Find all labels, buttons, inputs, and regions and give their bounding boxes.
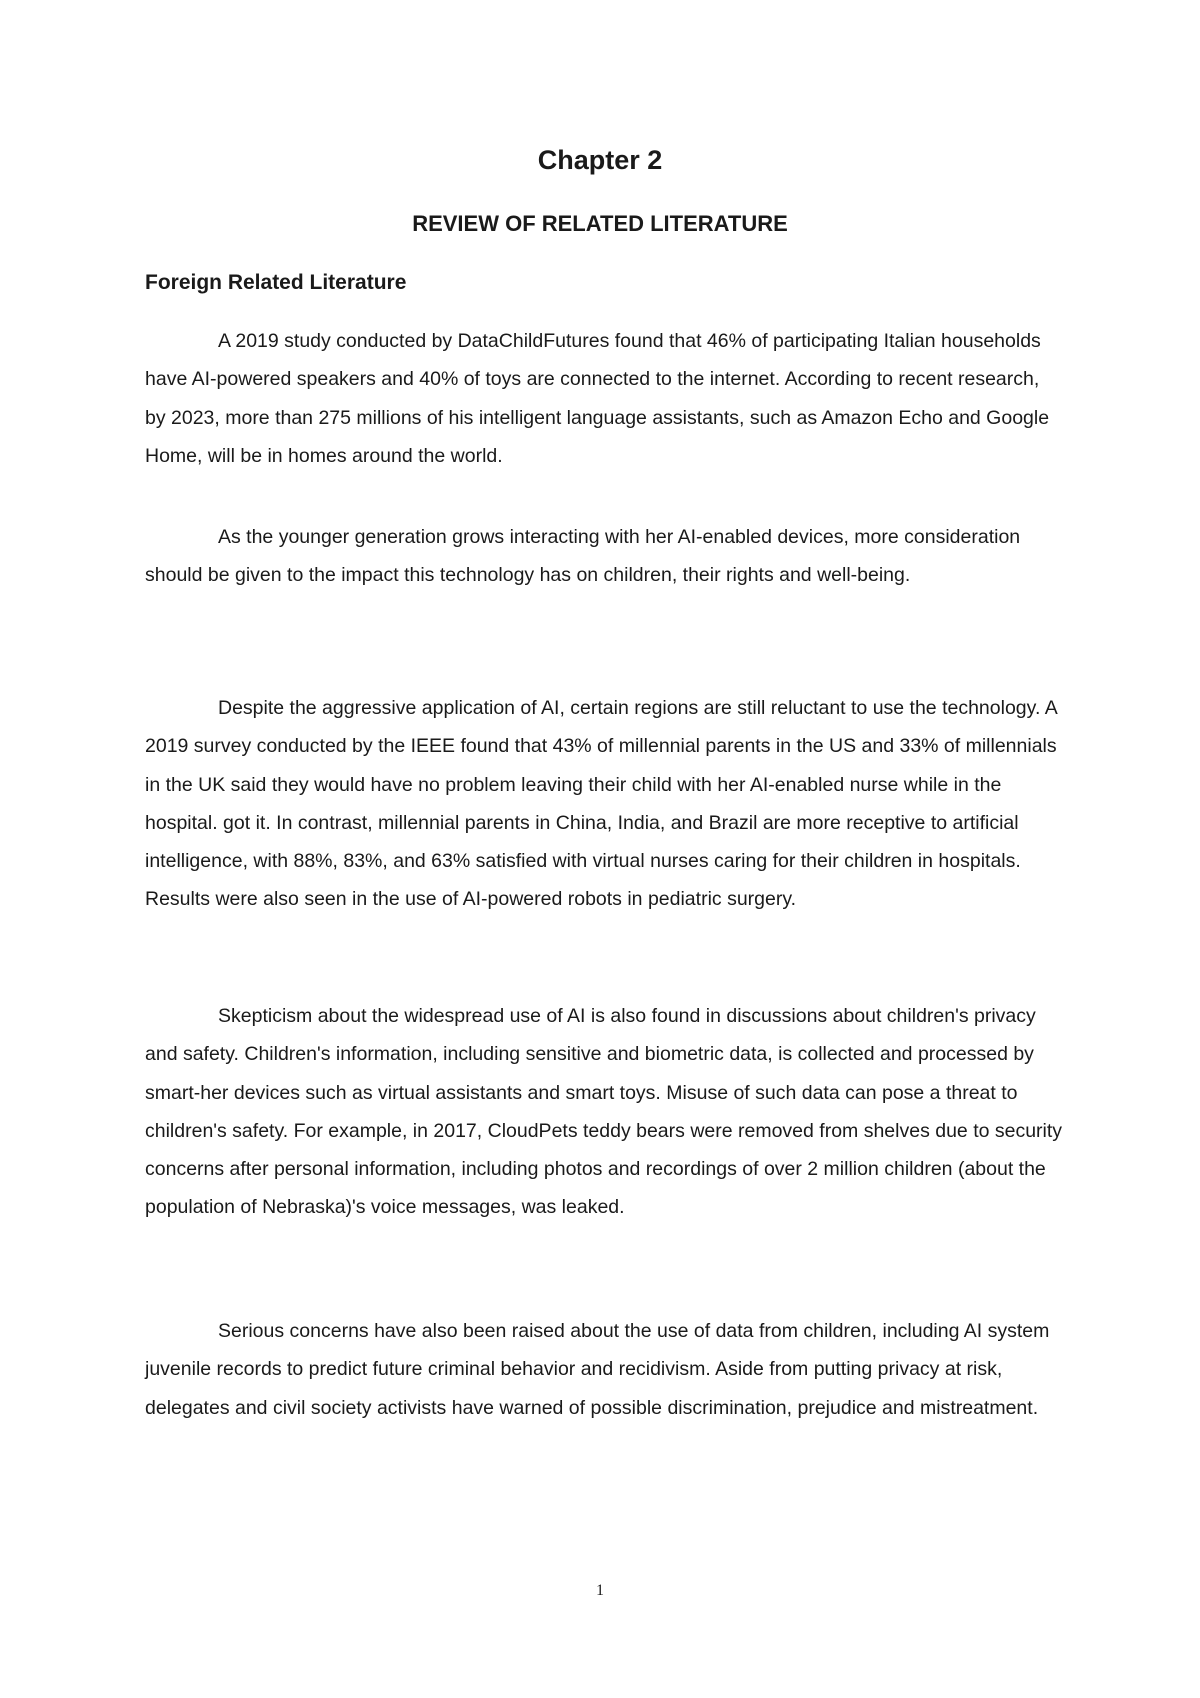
- chapter-title: Chapter 2: [537, 145, 663, 175]
- section-title: REVIEW OF RELATED LITERATURE: [412, 211, 788, 236]
- paragraph-regional-adoption: Despite the aggressive application of AI, certain regions are still reluctant to use the technology. A 2019 survey conducted by the IEEE found that 43% of millennial parents in the US and 33% of millennials in the UK said they would have no problem leaving their child with her AI-enabled nurse while in the hospital. got it. In contrast, millennial parents in China, India, and Brazil are more receptive to artificial intelligence, with 88%, 83%, and 63% satisfied with virtual nurses caring for their children in hospitals. Results were also seen in the use of AI-powered robots in pediatric surgery.: [145, 697, 1057, 911]
- paragraph-data-concerns: Serious concerns have also been raised about the use of data from children, including AI system juvenile records to predict future criminal behavior and recidivism. Aside from putting privacy at risk, delegates and civil society activists have warned of possible discrimination, prejudice and mistreatment.: [145, 1320, 1050, 1419]
- page-number: 1: [596, 1582, 604, 1599]
- paragraph-household-ai-devices: A 2019 study conducted by DataChildFutures found that 46% of participating Italian households have AI-powered speakers and 40% of toys are connected to the internet. According to recent research, by 2023, more than 275 millions of his intelligent language assistants, such as Amazon Echo and Google Home, will be in homes around the world.: [145, 330, 1050, 467]
- paragraph-privacy-safety: Skepticism about the widespread use of AI is also found in discussions about children's privacy and safety. Children's information, including sensitive and biometric data, is collected and processed by smart-her devices such as virtual assistants and smart toys. Misuse of such data can pose a threat to children's safety. For example, in 2017, CloudPets teddy bears were removed from shelves due to security concerns after personal information, including photos and recordings of over 2 million children (about the population of Nebraska)'s voice messages, was leaked.: [145, 1005, 1063, 1219]
- subsection-title: Foreign Related Literature: [145, 271, 407, 294]
- paragraph-younger-generation: As the younger generation grows interacting with her AI-enabled devices, more consideration should be given to the impact this technology has on children, their rights and well-being.: [145, 526, 1021, 587]
